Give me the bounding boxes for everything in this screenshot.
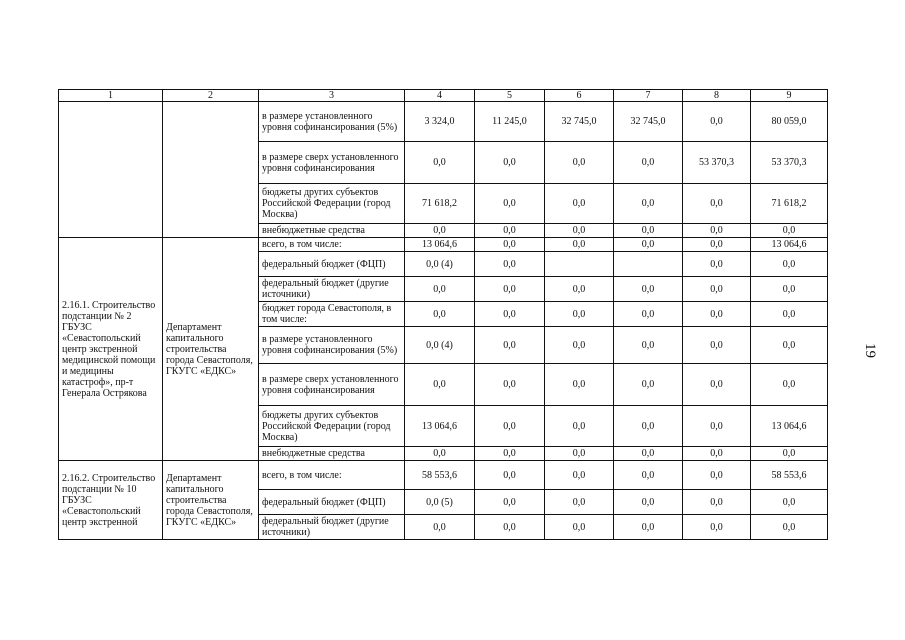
page-number: 19	[862, 343, 878, 358]
column-number-header: 1	[59, 90, 163, 102]
amount-cell: 0,0	[614, 490, 683, 515]
amount-cell: 0,0	[683, 490, 751, 515]
amount-cell: 0,0	[475, 327, 545, 364]
amount-cell: 0,0	[614, 406, 683, 447]
amount-cell: 0,0	[683, 102, 751, 142]
table-row	[59, 238, 828, 252]
table-body	[59, 102, 828, 540]
executor-cell: Департамент капитального строительства города Севастополя, ГКУГС «ЕДКС»	[163, 238, 259, 461]
amount-cell: 0,0	[683, 461, 751, 490]
executor-cell	[163, 102, 259, 238]
amount-cell: 0,0	[475, 302, 545, 327]
funding-source-cell: всего, в том числе:	[259, 238, 405, 252]
funding-source-cell: в размере сверх установленного уровня софинансирования	[259, 142, 405, 184]
executor-cell: Департамент капитального строительства города Севастополя, ГКУГС «ЕДКС»	[163, 461, 259, 540]
amount-cell: 0,0	[545, 327, 614, 364]
amount-cell: 0,0 (5)	[405, 490, 475, 515]
amount-cell: 0,0	[614, 302, 683, 327]
amount-cell: 0,0	[475, 142, 545, 184]
amount-cell: 0,0	[614, 184, 683, 224]
amount-cell: 0,0	[545, 277, 614, 302]
column-number-header: 9	[751, 90, 828, 102]
amount-cell: 0,0	[751, 490, 828, 515]
amount-cell: 0,0	[405, 142, 475, 184]
funding-source-cell: в размере установленного уровня софинансирования (5%)	[259, 102, 405, 142]
amount-cell: 0,0	[545, 302, 614, 327]
column-number-header: 4	[405, 90, 475, 102]
amount-cell: 0,0	[614, 238, 683, 252]
amount-cell: 13 064,6	[405, 406, 475, 447]
amount-cell: 13 064,6	[751, 406, 828, 447]
funding-source-cell: федеральный бюджет (ФЦП)	[259, 252, 405, 277]
amount-cell: 0,0	[751, 277, 828, 302]
amount-cell: 0,0	[683, 184, 751, 224]
amount-cell: 0,0	[683, 252, 751, 277]
column-number-header: 5	[475, 90, 545, 102]
funding-source-cell: в размере установленного уровня софинансирования (5%)	[259, 327, 405, 364]
amount-cell: 0,0	[751, 447, 828, 461]
amount-cell: 0,0	[545, 184, 614, 224]
amount-cell: 0,0	[614, 461, 683, 490]
funding-source-cell: федеральный бюджет (другие источники)	[259, 277, 405, 302]
amount-cell: 0,0	[683, 447, 751, 461]
amount-cell: 71 618,2	[751, 184, 828, 224]
amount-cell: 0,0	[405, 302, 475, 327]
amount-cell: 0,0	[751, 302, 828, 327]
amount-cell: 0,0	[751, 515, 828, 540]
column-number-header: 6	[545, 90, 614, 102]
amount-cell: 0,0	[683, 224, 751, 238]
amount-cell: 0,0	[614, 142, 683, 184]
amount-cell: 0,0 (4)	[405, 327, 475, 364]
amount-cell: 0,0	[545, 364, 614, 406]
column-number-header: 2	[163, 90, 259, 102]
amount-cell: 0,0	[405, 277, 475, 302]
funding-source-cell: федеральный бюджет (ФЦП)	[259, 490, 405, 515]
amount-cell: 0,0	[405, 224, 475, 238]
amount-cell: 13 064,6	[405, 238, 475, 252]
funding-source-cell: внебюджетные средства	[259, 447, 405, 461]
amount-cell: 0,0	[475, 406, 545, 447]
funding-source-cell: бюджет города Севастополя, в том числе:	[259, 302, 405, 327]
amount-cell: 0,0	[545, 224, 614, 238]
amount-cell: 71 618,2	[405, 184, 475, 224]
amount-cell: 0,0	[751, 327, 828, 364]
amount-cell: 0,0	[751, 252, 828, 277]
funding-source-cell: бюджеты других субъектов Российской Федерации (город Москва)	[259, 406, 405, 447]
amount-cell: 0,0	[475, 447, 545, 461]
amount-cell: 3 324,0	[405, 102, 475, 142]
budget-table	[58, 89, 828, 540]
amount-cell: 0,0	[683, 406, 751, 447]
funding-source-cell: федеральный бюджет (другие источники)	[259, 515, 405, 540]
amount-cell: 11 245,0	[475, 102, 545, 142]
amount-cell	[545, 252, 614, 277]
amount-cell: 0,0	[475, 224, 545, 238]
column-number-header: 8	[683, 90, 751, 102]
column-number-row	[59, 90, 828, 102]
amount-cell: 0,0	[475, 238, 545, 252]
amount-cell: 0,0	[614, 364, 683, 406]
amount-cell: 53 370,3	[751, 142, 828, 184]
amount-cell: 0,0	[614, 515, 683, 540]
amount-cell: 32 745,0	[614, 102, 683, 142]
amount-cell: 58 553,6	[405, 461, 475, 490]
amount-cell: 0,0	[614, 327, 683, 364]
amount-cell: 0,0	[751, 224, 828, 238]
amount-cell: 0,0	[545, 490, 614, 515]
table-row	[59, 461, 828, 490]
amount-cell: 0,0	[614, 224, 683, 238]
amount-cell: 0,0	[683, 515, 751, 540]
amount-cell: 0,0	[475, 252, 545, 277]
funding-source-cell: в размере сверх установленного уровня софинансирования	[259, 364, 405, 406]
activity-name-cell: 2.16.1. Строительство подстанции № 2 ГБУЗС «Севастопольский центр экстренной медицинской помощи и медицины катастроф», пр-т Генерала Острякова	[59, 238, 163, 461]
amount-cell: 0,0	[614, 277, 683, 302]
amount-cell: 0,0	[683, 302, 751, 327]
amount-cell: 0,0	[545, 142, 614, 184]
amount-cell: 0,0	[614, 447, 683, 461]
amount-cell: 0,0	[751, 364, 828, 406]
funding-source-cell: внебюджетные средства	[259, 224, 405, 238]
table-header	[59, 90, 828, 102]
amount-cell: 0,0	[475, 364, 545, 406]
amount-cell: 0,0	[683, 327, 751, 364]
column-number-header: 7	[614, 90, 683, 102]
activity-name-cell	[59, 102, 163, 238]
amount-cell: 0,0	[405, 515, 475, 540]
amount-cell: 0,0	[475, 184, 545, 224]
table-row	[59, 102, 828, 142]
amount-cell	[614, 252, 683, 277]
amount-cell: 0,0	[545, 238, 614, 252]
amount-cell: 13 064,6	[751, 238, 828, 252]
amount-cell: 53 370,3	[683, 142, 751, 184]
amount-cell: 0,0 (4)	[405, 252, 475, 277]
amount-cell: 0,0	[545, 515, 614, 540]
amount-cell: 80 059,0	[751, 102, 828, 142]
amount-cell: 0,0	[545, 406, 614, 447]
column-number-header: 3	[259, 90, 405, 102]
amount-cell: 0,0	[545, 461, 614, 490]
amount-cell: 0,0	[405, 364, 475, 406]
funding-source-cell: бюджеты других субъектов Российской Федерации (город Москва)	[259, 184, 405, 224]
amount-cell: 0,0	[475, 461, 545, 490]
amount-cell: 58 553,6	[751, 461, 828, 490]
amount-cell: 0,0	[545, 447, 614, 461]
amount-cell: 0,0	[683, 277, 751, 302]
amount-cell: 0,0	[475, 490, 545, 515]
amount-cell: 0,0	[683, 364, 751, 406]
amount-cell: 0,0	[405, 447, 475, 461]
amount-cell: 0,0	[683, 238, 751, 252]
activity-name-cell: 2.16.2. Строительство подстанции № 10 ГБУЗС «Севастопольский центр экстренной	[59, 461, 163, 540]
amount-cell: 32 745,0	[545, 102, 614, 142]
amount-cell: 0,0	[475, 277, 545, 302]
amount-cell: 0,0	[475, 515, 545, 540]
funding-source-cell: всего, в том числе:	[259, 461, 405, 490]
